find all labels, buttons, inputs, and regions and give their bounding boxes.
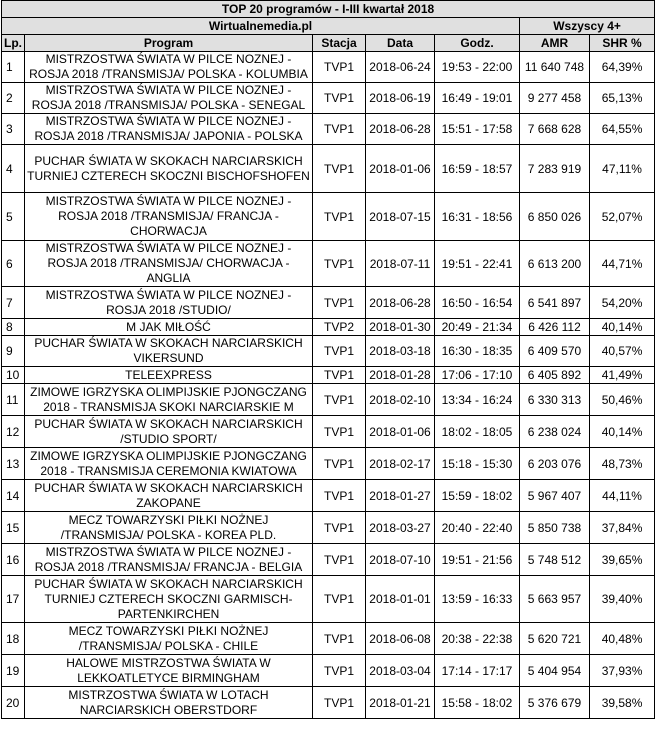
cell-program: PUCHAR ŚWIATA W SKOKACH NARCIARSKICH /STUDIO SPORT/ bbox=[25, 416, 313, 448]
cell-shr: 64,55% bbox=[590, 114, 655, 145]
col-data: Data bbox=[366, 35, 435, 52]
cell-godz: 15:58 - 18:02 bbox=[435, 687, 520, 719]
cell-amr: 5 663 957 bbox=[520, 576, 590, 623]
cell-shr: 40,14% bbox=[590, 319, 655, 336]
cell-lp: 16 bbox=[2, 544, 25, 576]
column-header-row bbox=[2, 35, 655, 52]
cell-data: 2018-06-28 bbox=[366, 114, 435, 145]
cell-shr: 54,20% bbox=[590, 287, 655, 319]
cell-program: PUCHAR ŚWIATA W SKOKACH NARCIARSKICH ZAKOPANE bbox=[25, 480, 313, 512]
col-lp: Lp. bbox=[2, 35, 25, 52]
cell-amr: 6 426 112 bbox=[520, 319, 590, 336]
cell-amr: 9 277 458 bbox=[520, 83, 590, 114]
cell-amr: 6 850 026 bbox=[520, 193, 590, 241]
cell-program: MISTRZOSTWA ŚWIATA W PILCE NOZNEJ - ROSJA 2018 /TRANSMISJA/ FRANCJA - CHORWACJA bbox=[25, 193, 313, 241]
cell-data: 2018-06-24 bbox=[366, 52, 435, 83]
cell-godz: 13:59 - 16:33 bbox=[435, 576, 520, 623]
cell-shr: 65,13% bbox=[590, 83, 655, 114]
cell-lp: 8 bbox=[2, 319, 25, 336]
cell-lp: 7 bbox=[2, 287, 25, 319]
cell-shr: 40,57% bbox=[590, 336, 655, 367]
table-row bbox=[2, 576, 655, 623]
table-row bbox=[2, 145, 655, 193]
cell-data: 2018-06-08 bbox=[366, 623, 435, 655]
cell-amr: 11 640 748 bbox=[520, 52, 590, 83]
cell-lp: 4 bbox=[2, 145, 25, 193]
cell-program: PUCHAR ŚWIATA W SKOKACH NARCIARSKICH TURNIEJ CZTERECH SKOCZNI GARMISCH-PARTENKIRCHEN bbox=[25, 576, 313, 623]
source-header: Wirtualnemedia.pl bbox=[2, 18, 520, 35]
cell-amr: 6 405 892 bbox=[520, 367, 590, 384]
cell-lp: 10 bbox=[2, 367, 25, 384]
cell-stacja: TVP1 bbox=[313, 480, 366, 512]
cell-lp: 18 bbox=[2, 623, 25, 655]
cell-stacja: TVP1 bbox=[313, 52, 366, 83]
cell-stacja: TVP1 bbox=[313, 512, 366, 544]
table-row bbox=[2, 241, 655, 287]
cell-stacja: TVP1 bbox=[313, 623, 366, 655]
cell-godz: 16:31 - 18:56 bbox=[435, 193, 520, 241]
cell-lp: 19 bbox=[2, 655, 25, 687]
cell-data: 2018-03-18 bbox=[366, 336, 435, 367]
cell-data: 2018-07-11 bbox=[366, 241, 435, 287]
cell-shr: 40,14% bbox=[590, 416, 655, 448]
cell-godz: 20:40 - 22:40 bbox=[435, 512, 520, 544]
cell-shr: 48,73% bbox=[590, 448, 655, 480]
cell-data: 2018-01-30 bbox=[366, 319, 435, 336]
cell-amr: 5 748 512 bbox=[520, 544, 590, 576]
cell-stacja: TVP1 bbox=[313, 336, 366, 367]
cell-stacja: TVP1 bbox=[313, 416, 366, 448]
cell-amr: 6 330 313 bbox=[520, 384, 590, 416]
cell-godz: 15:51 - 17:58 bbox=[435, 114, 520, 145]
cell-godz: 16:50 - 16:54 bbox=[435, 287, 520, 319]
cell-shr: 50,46% bbox=[590, 384, 655, 416]
cell-data: 2018-02-17 bbox=[366, 448, 435, 480]
cell-lp: 17 bbox=[2, 576, 25, 623]
cell-data: 2018-01-28 bbox=[366, 367, 435, 384]
cell-program: MISTRZOSTWA ŚWIATA W LOTACH NARCIARSKICH OBERSTDORF bbox=[25, 687, 313, 719]
ranking-table bbox=[1, 0, 655, 719]
cell-shr: 41,49% bbox=[590, 367, 655, 384]
cell-stacja: TVP1 bbox=[313, 193, 366, 241]
cell-shr: 39,65% bbox=[590, 544, 655, 576]
cell-lp: 3 bbox=[2, 114, 25, 145]
cell-amr: 6 409 570 bbox=[520, 336, 590, 367]
cell-data: 2018-01-06 bbox=[366, 416, 435, 448]
table-row bbox=[2, 480, 655, 512]
cell-godz: 15:18 - 15:30 bbox=[435, 448, 520, 480]
col-amr: AMR bbox=[520, 35, 590, 52]
cell-program: PUCHAR ŚWIATA W SKOKACH NARCIARSKICH VIKERSUND bbox=[25, 336, 313, 367]
cell-data: 2018-06-28 bbox=[366, 287, 435, 319]
cell-shr: 44,11% bbox=[590, 480, 655, 512]
cell-shr: 37,93% bbox=[590, 655, 655, 687]
table-row bbox=[2, 336, 655, 367]
cell-stacja: TVP1 bbox=[313, 655, 366, 687]
cell-amr: 5 850 738 bbox=[520, 512, 590, 544]
cell-godz: 17:14 - 17:17 bbox=[435, 655, 520, 687]
cell-godz: 16:49 - 19:01 bbox=[435, 83, 520, 114]
cell-data: 2018-02-10 bbox=[366, 384, 435, 416]
cell-lp: 2 bbox=[2, 83, 25, 114]
cell-program: MECZ TOWARZYSKI PIŁKI NOŻNEJ /TRANSMISJA/ POLSKA - KOREA PLD. bbox=[25, 512, 313, 544]
cell-stacja: TVP1 bbox=[313, 576, 366, 623]
cell-shr: 64,39% bbox=[590, 52, 655, 83]
cell-stacja: TVP1 bbox=[313, 83, 366, 114]
cell-lp: 20 bbox=[2, 687, 25, 719]
table-row bbox=[2, 287, 655, 319]
cell-amr: 6 238 024 bbox=[520, 416, 590, 448]
cell-amr: 6 203 076 bbox=[520, 448, 590, 480]
table-row bbox=[2, 319, 655, 336]
table-row bbox=[2, 193, 655, 241]
cell-stacja: TVP1 bbox=[313, 367, 366, 384]
cell-godz: 15:59 - 18:02 bbox=[435, 480, 520, 512]
cell-stacja: TVP1 bbox=[313, 384, 366, 416]
cell-data: 2018-01-01 bbox=[366, 576, 435, 623]
table-row bbox=[2, 687, 655, 719]
cell-program: TELEEXPRESS bbox=[25, 367, 313, 384]
table-row bbox=[2, 544, 655, 576]
cell-godz: 19:53 - 22:00 bbox=[435, 52, 520, 83]
cell-amr: 5 620 721 bbox=[520, 623, 590, 655]
cell-program: MISTRZOSTWA ŚWIATA W PILCE NOZNEJ - ROSJA 2018 /TRANSMISJA/ CHORWACJA - ANGLIA bbox=[25, 241, 313, 287]
cell-shr: 39,40% bbox=[590, 576, 655, 623]
table-row bbox=[2, 623, 655, 655]
cell-amr: 7 668 628 bbox=[520, 114, 590, 145]
cell-shr: 44,71% bbox=[590, 241, 655, 287]
cell-data: 2018-03-27 bbox=[366, 512, 435, 544]
cell-lp: 11 bbox=[2, 384, 25, 416]
cell-program: ZIMOWE IGRZYSKA OLIMPIJSKIE PJONGCZANG 2018 - TRANSMISJA SKOKI NARCIARSKIE M bbox=[25, 384, 313, 416]
cell-lp: 5 bbox=[2, 193, 25, 241]
cell-lp: 14 bbox=[2, 480, 25, 512]
cell-data: 2018-06-19 bbox=[366, 83, 435, 114]
cell-program: MECZ TOWARZYSKI PIŁKI NOŻNEJ /TRANSMISJA/ POLSKA - CHILE bbox=[25, 623, 313, 655]
cell-shr: 47,11% bbox=[590, 145, 655, 193]
cell-program: HALOWE MISTRZOSTWA ŚWIATA W LEKKOATLETYCE BIRMINGHAM bbox=[25, 655, 313, 687]
cell-program: MISTRZOSTWA ŚWIATA W PILCE NOZNEJ - ROSJA 2018 /TRANSMISJA/ POLSKA - KOLUMBIA bbox=[25, 52, 313, 83]
cell-data: 2018-01-06 bbox=[366, 145, 435, 193]
cell-stacja: TVP1 bbox=[313, 114, 366, 145]
cell-stacja: TVP2 bbox=[313, 319, 366, 336]
cell-program: M JAK MIŁOŚĆ bbox=[25, 319, 313, 336]
cell-amr: 7 283 919 bbox=[520, 145, 590, 193]
table-row bbox=[2, 384, 655, 416]
cell-data: 2018-07-10 bbox=[366, 544, 435, 576]
cell-amr: 6 613 200 bbox=[520, 241, 590, 287]
cell-lp: 9 bbox=[2, 336, 25, 367]
cell-godz: 20:49 - 21:34 bbox=[435, 319, 520, 336]
cell-shr: 52,07% bbox=[590, 193, 655, 241]
cell-program: PUCHAR ŚWIATA W SKOKACH NARCIARSKICH TURNIEJ CZTERECH SKOCZNI BISCHOFSHOFEN bbox=[25, 145, 313, 193]
cell-stacja: TVP1 bbox=[313, 687, 366, 719]
cell-godz: 19:51 - 22:41 bbox=[435, 241, 520, 287]
cell-godz: 16:59 - 18:57 bbox=[435, 145, 520, 193]
cell-program: ZIMOWE IGRZYSKA OLIMPIJSKIE PJONGCZANG 2018 - TRANSMISJA CEREMONIA KWIATOWA bbox=[25, 448, 313, 480]
table-row bbox=[2, 448, 655, 480]
cell-stacja: TVP1 bbox=[313, 448, 366, 480]
cell-godz: 19:51 - 21:56 bbox=[435, 544, 520, 576]
cell-lp: 15 bbox=[2, 512, 25, 544]
cell-godz: 20:38 - 22:38 bbox=[435, 623, 520, 655]
cell-lp: 13 bbox=[2, 448, 25, 480]
group-header: Wszyscy 4+ bbox=[520, 18, 655, 35]
cell-program: MISTRZOSTWA ŚWIATA W PILCE NOZNEJ - ROSJA 2018 /TRANSMISJA/ FRANCJA - BELGIA bbox=[25, 544, 313, 576]
cell-lp: 12 bbox=[2, 416, 25, 448]
cell-shr: 39,58% bbox=[590, 687, 655, 719]
cell-amr: 5 967 407 bbox=[520, 480, 590, 512]
cell-godz: 17:06 - 17:10 bbox=[435, 367, 520, 384]
cell-lp: 6 bbox=[2, 241, 25, 287]
cell-amr: 6 541 897 bbox=[520, 287, 590, 319]
cell-amr: 5 376 679 bbox=[520, 687, 590, 719]
table-row bbox=[2, 655, 655, 687]
table-row bbox=[2, 52, 655, 83]
cell-godz: 18:02 - 18:05 bbox=[435, 416, 520, 448]
cell-lp: 1 bbox=[2, 52, 25, 83]
cell-stacja: TVP1 bbox=[313, 544, 366, 576]
table-title: TOP 20 programów - I-III kwartał 2018 bbox=[2, 1, 655, 18]
table-row bbox=[2, 367, 655, 384]
cell-amr: 5 404 954 bbox=[520, 655, 590, 687]
cell-program: MISTRZOSTWA ŚWIATA W PILCE NOZNEJ - ROSJA 2018 /TRANSMISJA/ JAPONIA - POLSKA bbox=[25, 114, 313, 145]
col-shr: SHR % bbox=[590, 35, 655, 52]
cell-shr: 37,84% bbox=[590, 512, 655, 544]
table-row bbox=[2, 114, 655, 145]
col-stacja: Stacja bbox=[313, 35, 366, 52]
col-program: Program bbox=[25, 35, 313, 52]
cell-stacja: TVP1 bbox=[313, 287, 366, 319]
table-row bbox=[2, 83, 655, 114]
table-row bbox=[2, 512, 655, 544]
cell-stacja: TVP1 bbox=[313, 145, 366, 193]
cell-program: MISTRZOSTWA ŚWIATA W PILCE NOZNEJ - ROSJA 2018 /TRANSMISJA/ POLSKA - SENEGAL bbox=[25, 83, 313, 114]
table-row bbox=[2, 416, 655, 448]
col-godz: Godz. bbox=[435, 35, 520, 52]
cell-data: 2018-07-15 bbox=[366, 193, 435, 241]
cell-program: MISTRZOSTWA ŚWIATA W PILCE NOZNEJ - ROSJA 2018 /STUDIO/ bbox=[25, 287, 313, 319]
cell-data: 2018-01-27 bbox=[366, 480, 435, 512]
cell-stacja: TVP1 bbox=[313, 241, 366, 287]
cell-godz: 16:30 - 18:35 bbox=[435, 336, 520, 367]
cell-data: 2018-03-04 bbox=[366, 655, 435, 687]
cell-shr: 40,48% bbox=[590, 623, 655, 655]
cell-godz: 13:34 - 16:24 bbox=[435, 384, 520, 416]
cell-data: 2018-01-21 bbox=[366, 687, 435, 719]
